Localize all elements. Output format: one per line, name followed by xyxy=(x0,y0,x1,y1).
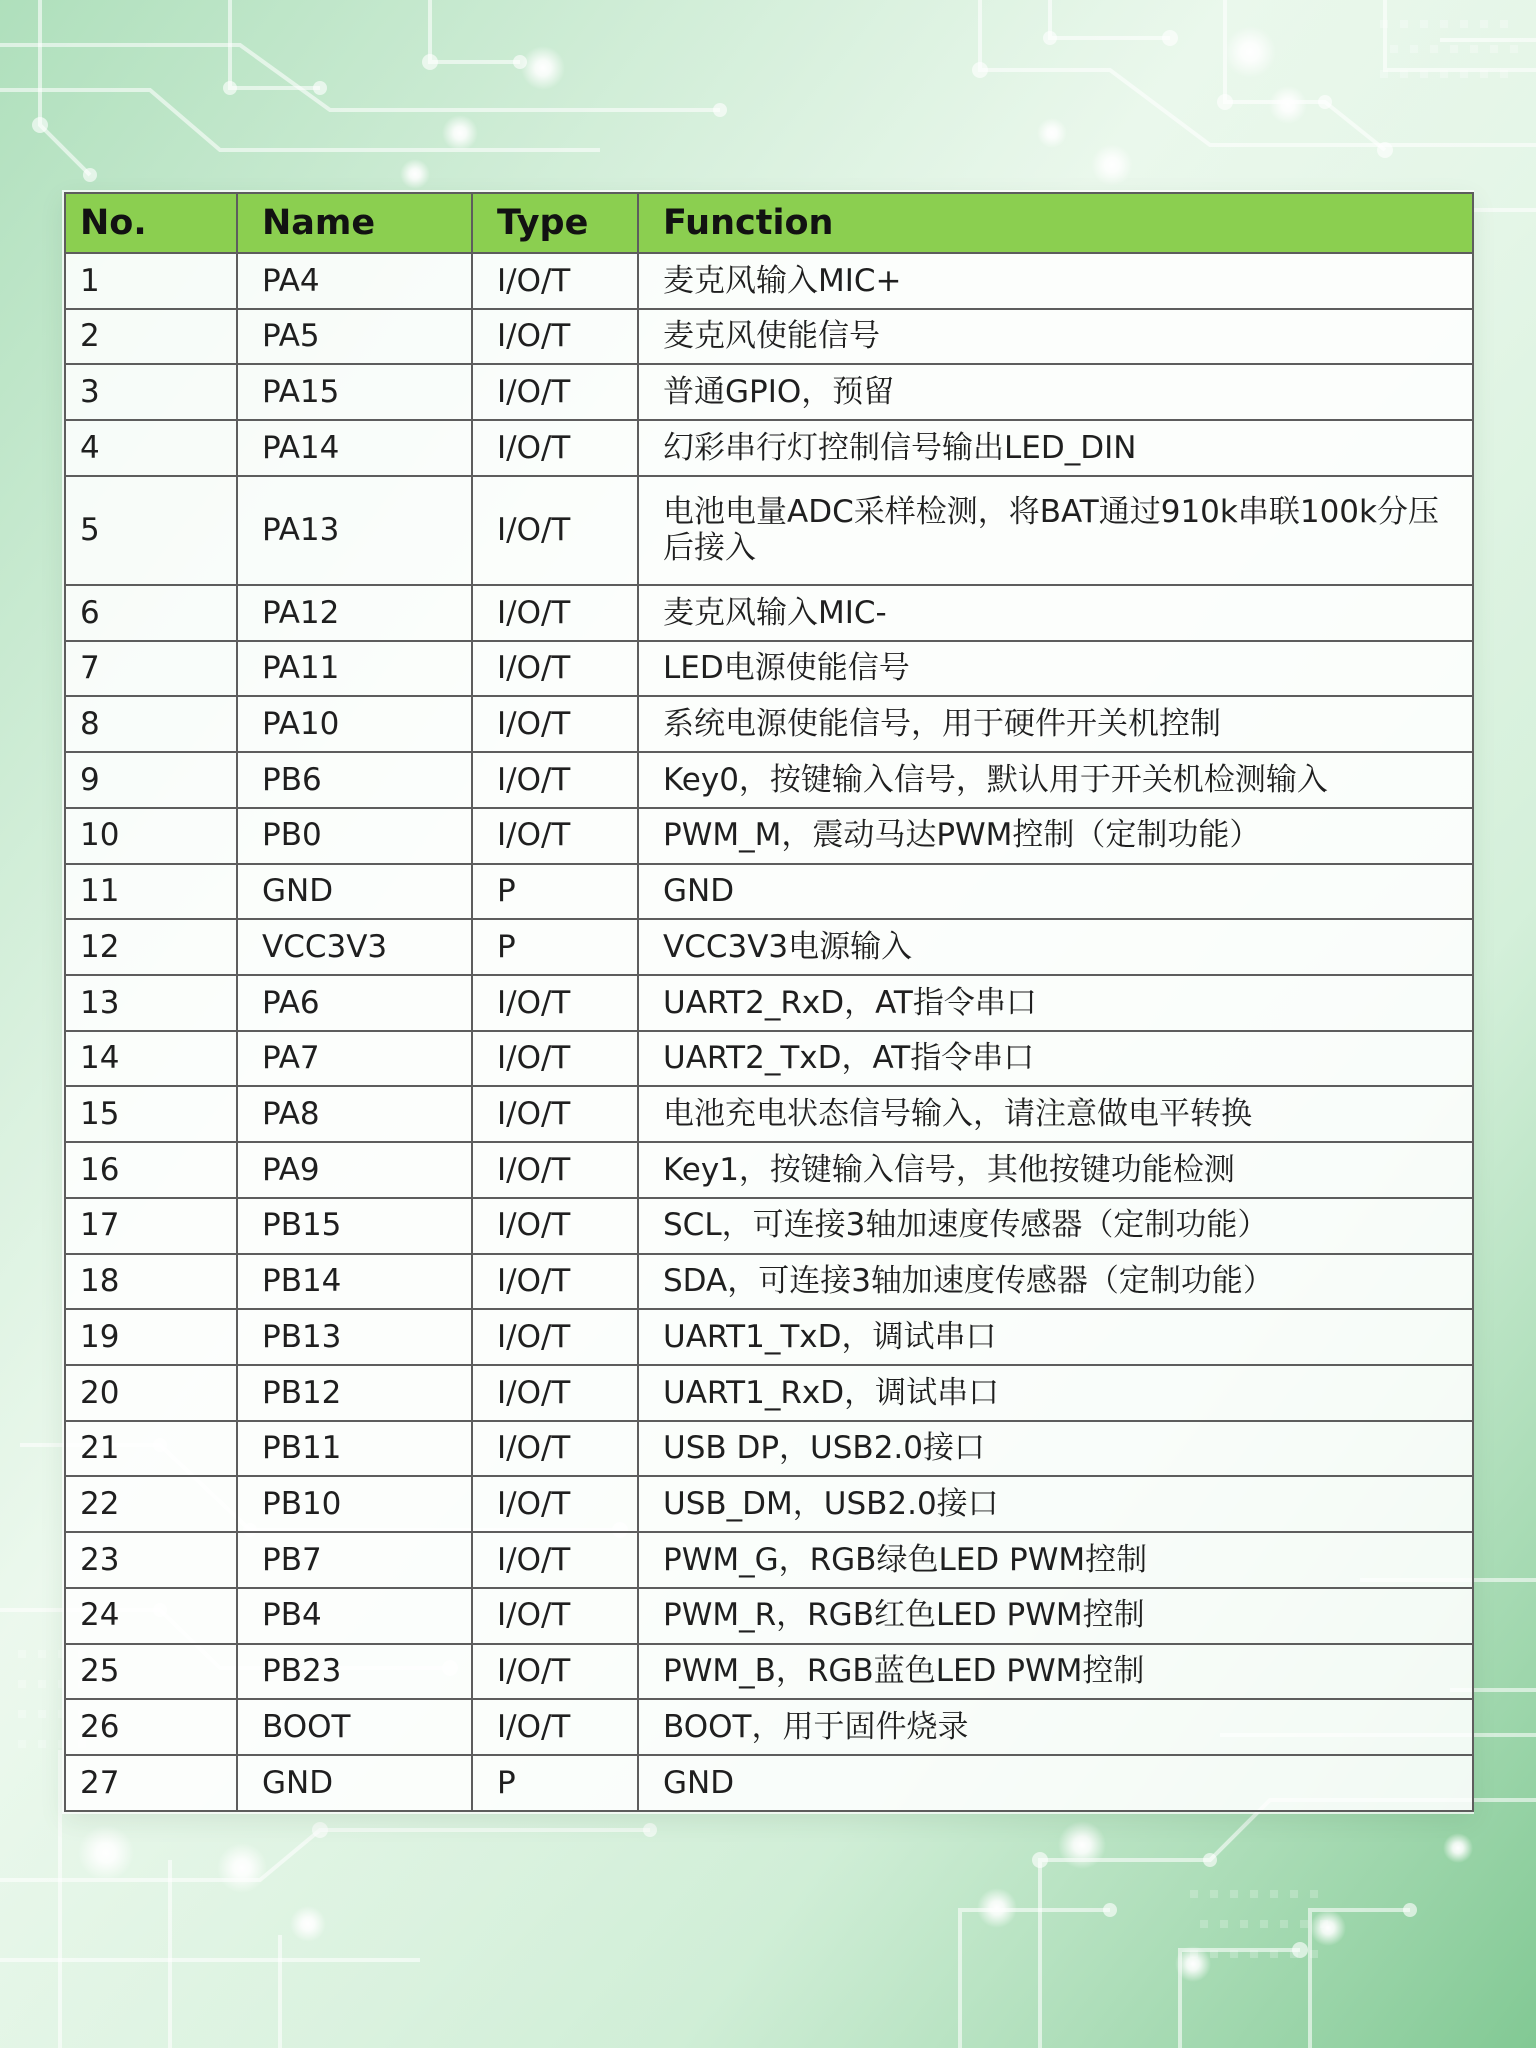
row-name: VCC3V3 xyxy=(237,919,472,975)
row-no: 15 xyxy=(65,1086,237,1142)
table-row xyxy=(65,309,1473,365)
row-no: 19 xyxy=(65,1309,237,1365)
row-no: 26 xyxy=(65,1699,237,1755)
table-row xyxy=(65,1588,1473,1644)
row-type: I/O/T xyxy=(472,641,638,697)
row-no: 17 xyxy=(65,1198,237,1254)
row-type: I/O/T xyxy=(472,1532,638,1588)
row-type: I/O/T xyxy=(472,476,638,585)
row-no: 22 xyxy=(65,1476,237,1532)
row-no: 24 xyxy=(65,1588,237,1644)
table-header xyxy=(65,193,1473,253)
table-row xyxy=(65,641,1473,697)
row-function: PWM_B，RGB蓝色LED PWM控制 xyxy=(638,1644,1473,1700)
row-type: I/O/T xyxy=(472,1254,638,1310)
row-type: I/O/T xyxy=(472,1476,638,1532)
row-no: 18 xyxy=(65,1254,237,1310)
row-function: Key0，按键输入信号，默认用于开关机检测输入 xyxy=(638,752,1473,808)
row-type: I/O/T xyxy=(472,975,638,1031)
table-row xyxy=(65,1644,1473,1700)
row-function: UART2_RxD，AT指令串口 xyxy=(638,975,1473,1031)
table-row xyxy=(65,1031,1473,1087)
row-no: 12 xyxy=(65,919,237,975)
row-no: 9 xyxy=(65,752,237,808)
row-no: 4 xyxy=(65,420,237,476)
row-function: PWM_M，震动马达PWM控制（定制功能） xyxy=(638,808,1473,864)
row-type: I/O/T xyxy=(472,1031,638,1087)
row-name: PB15 xyxy=(237,1198,472,1254)
row-function: UART1_RxD，调试串口 xyxy=(638,1365,1473,1421)
row-no: 10 xyxy=(65,808,237,864)
row-no: 8 xyxy=(65,696,237,752)
row-function: BOOT，用于固件烧录 xyxy=(638,1699,1473,1755)
table-row xyxy=(65,1699,1473,1755)
row-name: PB11 xyxy=(237,1421,472,1477)
table-row xyxy=(65,1086,1473,1142)
row-name: PA8 xyxy=(237,1086,472,1142)
row-function: 幻彩串行灯控制信号输出LED_DIN xyxy=(638,420,1473,476)
table-row xyxy=(65,1309,1473,1365)
row-function: GND xyxy=(638,864,1473,920)
row-type: I/O/T xyxy=(472,585,638,641)
row-name: PA5 xyxy=(237,309,472,365)
header-row xyxy=(65,193,1473,253)
header-name: Name xyxy=(237,193,472,253)
row-function: 电池电量ADC采样检测，将BAT通过910k串联100k分压后接入 xyxy=(638,476,1473,585)
row-function: UART1_TxD，调试串口 xyxy=(638,1309,1473,1365)
row-name: PA14 xyxy=(237,420,472,476)
row-function: USB DP，USB2.0接口 xyxy=(638,1421,1473,1477)
row-no: 23 xyxy=(65,1532,237,1588)
row-function: SDA，可连接3轴加速度传感器（定制功能） xyxy=(638,1254,1473,1310)
table-row xyxy=(65,1198,1473,1254)
row-name: PB12 xyxy=(237,1365,472,1421)
row-function: SCL，可连接3轴加速度传感器（定制功能） xyxy=(638,1198,1473,1254)
row-type: I/O/T xyxy=(472,364,638,420)
row-function: Key1，按键输入信号，其他按键功能检测 xyxy=(638,1142,1473,1198)
row-type: I/O/T xyxy=(472,752,638,808)
row-name: PA6 xyxy=(237,975,472,1031)
row-name: PA12 xyxy=(237,585,472,641)
row-name: PB13 xyxy=(237,1309,472,1365)
row-name: BOOT xyxy=(237,1699,472,1755)
table-row xyxy=(65,1365,1473,1421)
row-no: 3 xyxy=(65,364,237,420)
pin-function-table xyxy=(64,192,1474,1812)
row-function: VCC3V3电源输入 xyxy=(638,919,1473,975)
row-type: I/O/T xyxy=(472,1365,638,1421)
row-type: P xyxy=(472,1755,638,1811)
pin-function-table-container xyxy=(64,192,1472,1812)
row-type: I/O/T xyxy=(472,309,638,365)
row-function: 麦克风使能信号 xyxy=(638,309,1473,365)
row-function: 麦克风输入MIC+ xyxy=(638,253,1473,309)
row-type: P xyxy=(472,919,638,975)
row-name: PA4 xyxy=(237,253,472,309)
row-name: PA10 xyxy=(237,696,472,752)
header-type: Type xyxy=(472,193,638,253)
row-function: USB_DM，USB2.0接口 xyxy=(638,1476,1473,1532)
row-name: GND xyxy=(237,864,472,920)
row-type: I/O/T xyxy=(472,1198,638,1254)
table-row xyxy=(65,1755,1473,1811)
table-row xyxy=(65,864,1473,920)
row-no: 25 xyxy=(65,1644,237,1700)
row-no: 20 xyxy=(65,1365,237,1421)
row-type: I/O/T xyxy=(472,1142,638,1198)
row-no: 11 xyxy=(65,864,237,920)
row-no: 2 xyxy=(65,309,237,365)
row-name: PB14 xyxy=(237,1254,472,1310)
row-type: I/O/T xyxy=(472,808,638,864)
row-name: PB10 xyxy=(237,1476,472,1532)
row-type: I/O/T xyxy=(472,696,638,752)
row-function: 系统电源使能信号，用于硬件开关机控制 xyxy=(638,696,1473,752)
row-name: PB7 xyxy=(237,1532,472,1588)
table-row xyxy=(65,420,1473,476)
table-row xyxy=(65,752,1473,808)
row-no: 7 xyxy=(65,641,237,697)
row-name: PB6 xyxy=(237,752,472,808)
row-no: 1 xyxy=(65,253,237,309)
row-type: I/O/T xyxy=(472,1644,638,1700)
row-type: I/O/T xyxy=(472,253,638,309)
row-no: 21 xyxy=(65,1421,237,1477)
table-row xyxy=(65,1532,1473,1588)
row-function: PWM_R，RGB红色LED PWM控制 xyxy=(638,1588,1473,1644)
row-function: UART2_TxD，AT指令串口 xyxy=(638,1031,1473,1087)
row-name: PA7 xyxy=(237,1031,472,1087)
row-no: 6 xyxy=(65,585,237,641)
table-row xyxy=(65,253,1473,309)
row-name: PA15 xyxy=(237,364,472,420)
row-name: PA11 xyxy=(237,641,472,697)
row-name: PB23 xyxy=(237,1644,472,1700)
row-function: PWM_G，RGB绿色LED PWM控制 xyxy=(638,1532,1473,1588)
row-type: I/O/T xyxy=(472,420,638,476)
row-function: LED电源使能信号 xyxy=(638,641,1473,697)
row-type: P xyxy=(472,864,638,920)
row-no: 13 xyxy=(65,975,237,1031)
row-no: 27 xyxy=(65,1755,237,1811)
row-type: I/O/T xyxy=(472,1309,638,1365)
row-no: 14 xyxy=(65,1031,237,1087)
row-no: 5 xyxy=(65,476,237,585)
table-body xyxy=(65,253,1473,1811)
table-row xyxy=(65,808,1473,864)
row-name: PB0 xyxy=(237,808,472,864)
row-type: I/O/T xyxy=(472,1699,638,1755)
table-row xyxy=(65,1142,1473,1198)
row-function: 普通GPIO，预留 xyxy=(638,364,1473,420)
table-row xyxy=(65,585,1473,641)
table-row xyxy=(65,975,1473,1031)
table-row xyxy=(65,1421,1473,1477)
table-row xyxy=(65,476,1473,585)
table-row xyxy=(65,696,1473,752)
row-type: I/O/T xyxy=(472,1421,638,1477)
row-name: PA9 xyxy=(237,1142,472,1198)
table-row xyxy=(65,364,1473,420)
table-row xyxy=(65,1476,1473,1532)
row-function: 麦克风输入MIC- xyxy=(638,585,1473,641)
row-function: 电池充电状态信号输入，请注意做电平转换 xyxy=(638,1086,1473,1142)
row-type: I/O/T xyxy=(472,1086,638,1142)
row-name: GND xyxy=(237,1755,472,1811)
row-name: PA13 xyxy=(237,476,472,585)
row-function: GND xyxy=(638,1755,1473,1811)
header-no: No. xyxy=(65,193,237,253)
table-row xyxy=(65,1254,1473,1310)
header-function: Function xyxy=(638,193,1473,253)
row-type: I/O/T xyxy=(472,1588,638,1644)
table-row xyxy=(65,919,1473,975)
row-no: 16 xyxy=(65,1142,237,1198)
row-name: PB4 xyxy=(237,1588,472,1644)
